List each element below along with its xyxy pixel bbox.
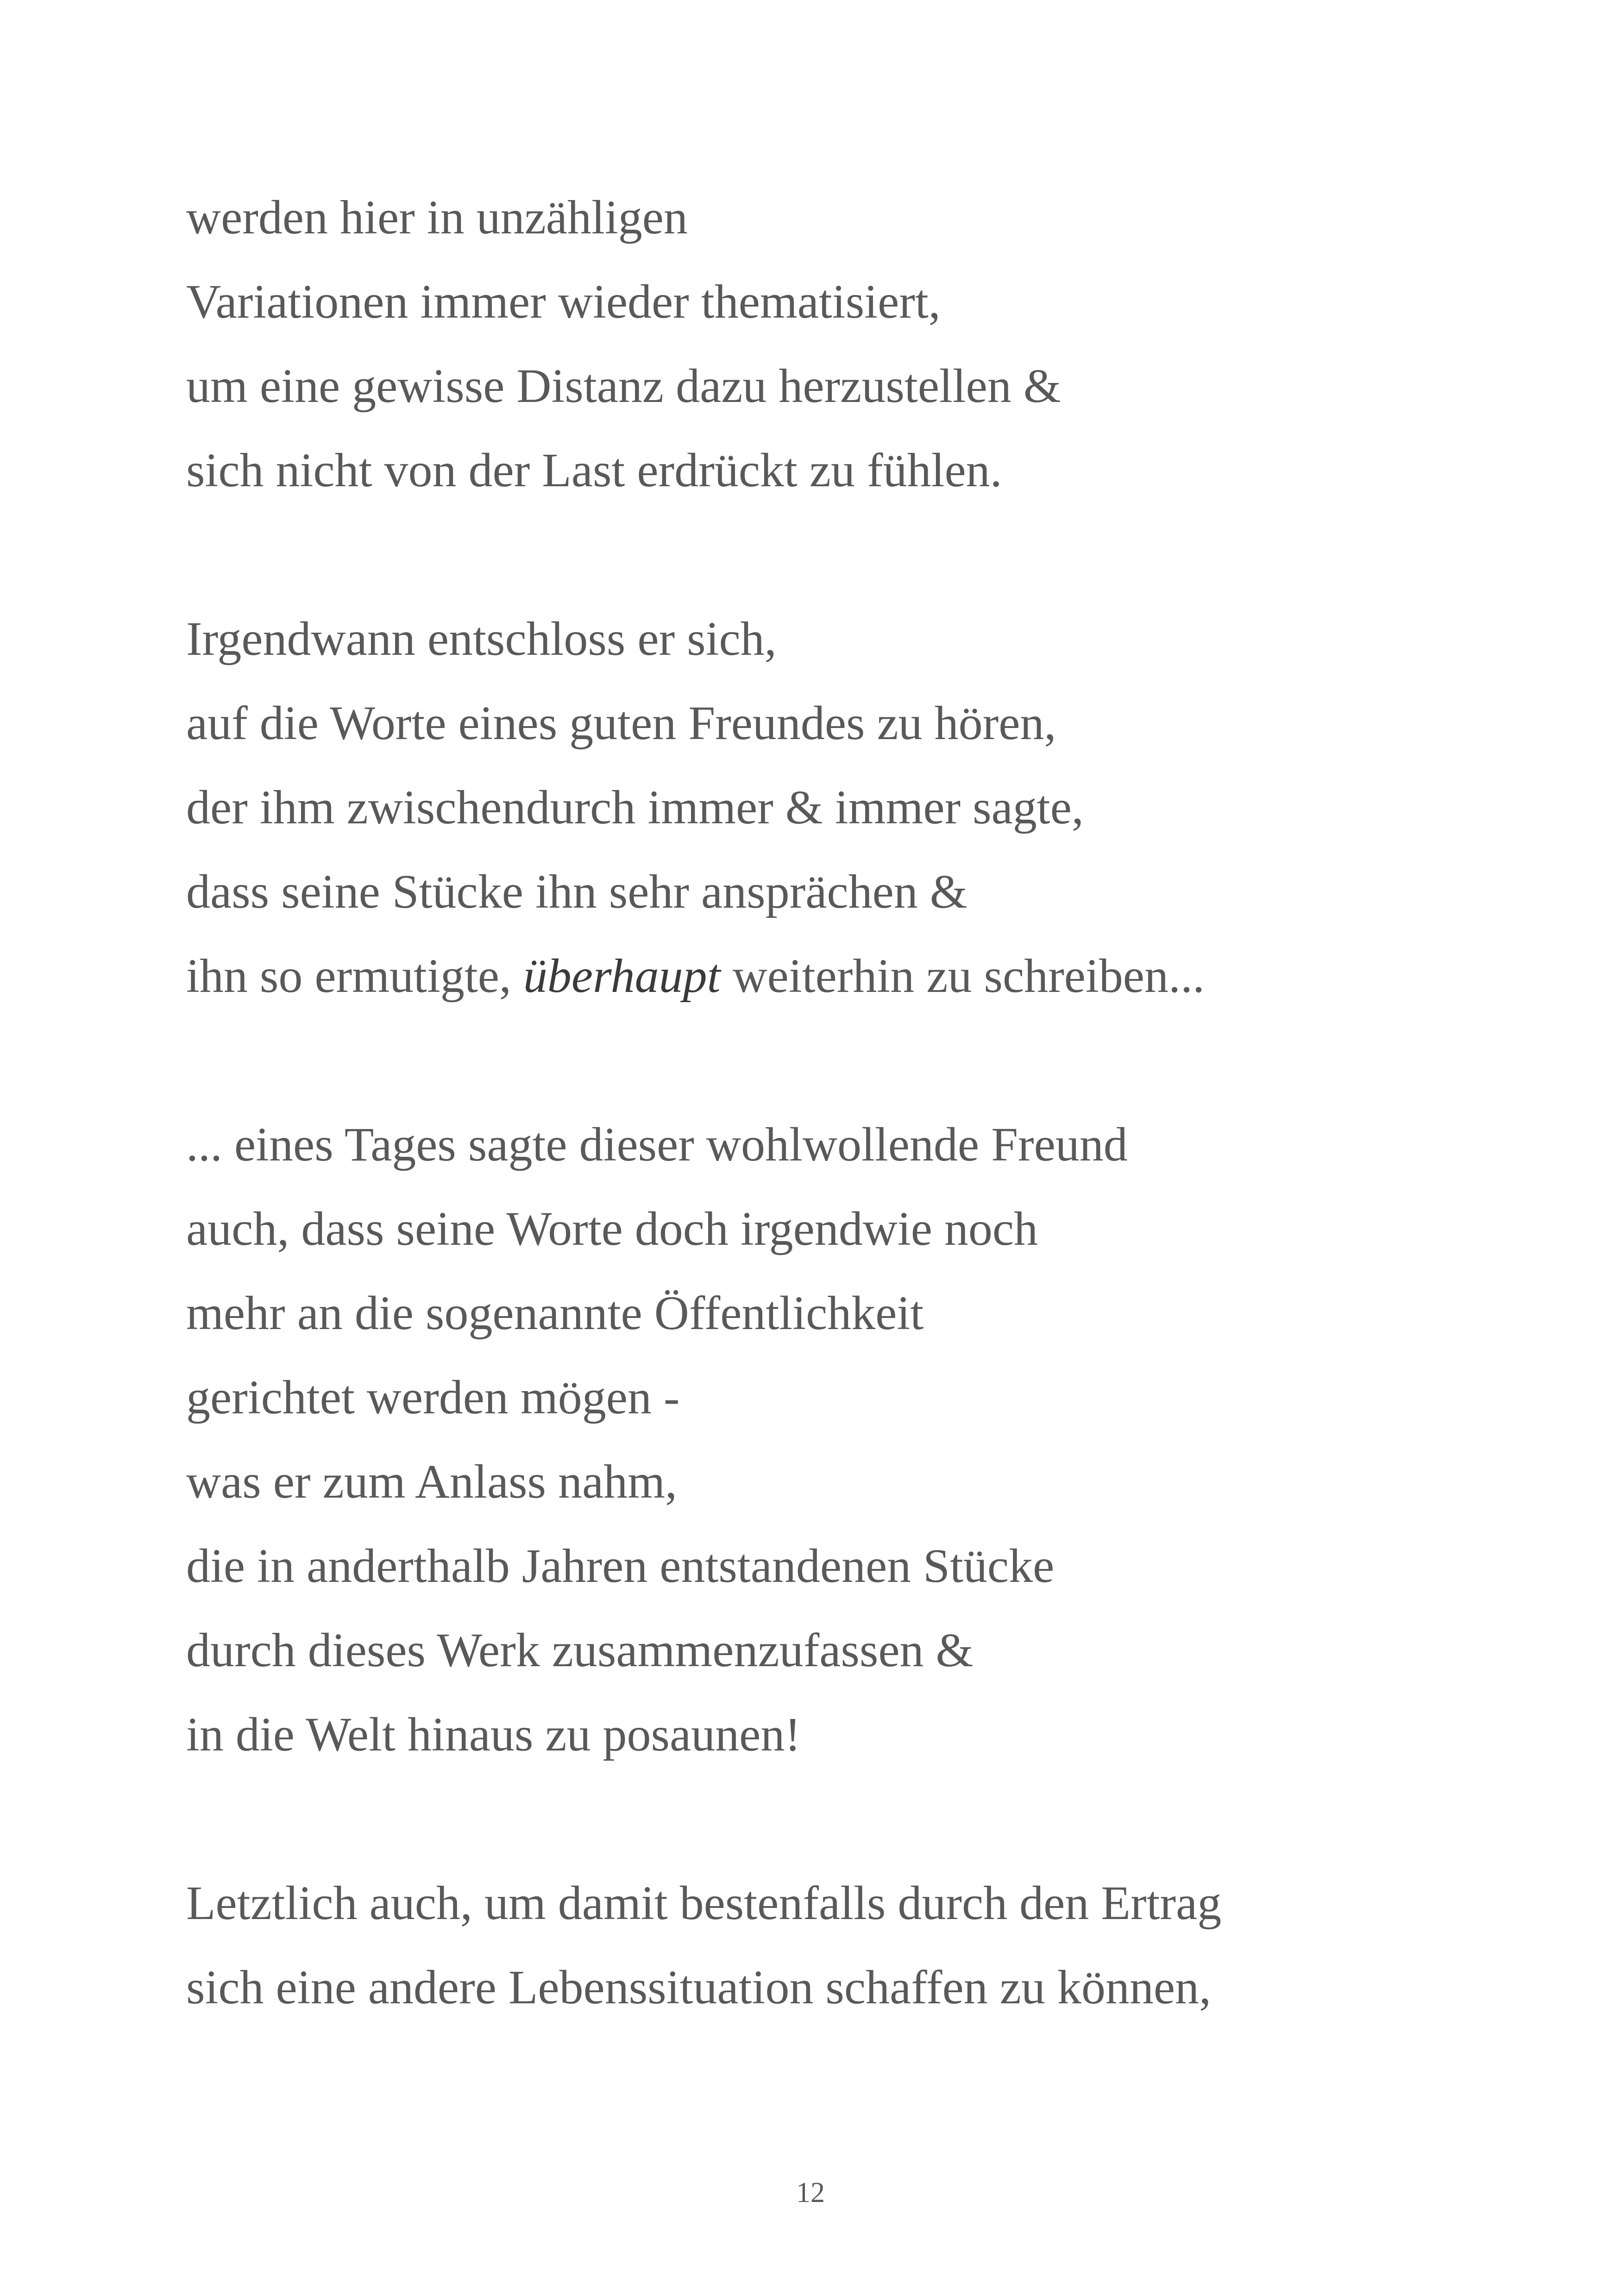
text-line: werden hier in unzähligen <box>186 191 688 244</box>
text-line: durch dieses Werk zusammenzufassen & <box>186 1624 974 1677</box>
text-line: sich nicht von der Last erdrückt zu fühlen. <box>186 444 1002 497</box>
text-line: ... eines Tages sagte dieser wohlwollende Freund <box>186 1118 1128 1171</box>
text-segment: ihn so ermutigte, <box>186 949 523 1003</box>
text-line: mehr an die sogenannte Öffentlichkeit <box>186 1286 924 1340</box>
text-line: dass seine Stücke ihn sehr ansprächen & <box>186 865 968 918</box>
text-line: um eine gewisse Distanz dazu herzustellen & <box>186 359 1061 413</box>
text-line: auch, dass seine Worte doch irgendwie noch <box>186 1202 1038 1255</box>
text-line: Letztlich auch, um damit bestenfalls durch den Ertrag <box>186 1876 1222 1930</box>
text-line: Variationen immer wieder thematisiert, <box>186 275 941 328</box>
page-number: 12 <box>796 2177 825 2208</box>
text-line: der ihm zwischendurch immer & immer sagte, <box>186 781 1084 834</box>
text-line-with-emphasis <box>186 946 1205 1006</box>
text-line: die in anderthalb Jahren entstandenen Stücke <box>186 1539 1055 1593</box>
text-line: gerichtet werden mögen - <box>186 1371 680 1424</box>
text-line: Irgendwann entschloss er sich, <box>186 612 777 665</box>
text-line: in die Welt hinaus zu posaunen! <box>186 1708 801 1761</box>
text-line: sich eine andere Lebenssituation schaffen zu können, <box>186 1961 1212 2014</box>
emphasized-word: überhaupt <box>523 949 721 1003</box>
text-segment: weiterhin zu schreiben... <box>720 949 1205 1003</box>
text-line: auf die Worte eines guten Freundes zu hören, <box>186 696 1056 750</box>
text-line: was er zum Anlass nahm, <box>186 1455 678 1508</box>
